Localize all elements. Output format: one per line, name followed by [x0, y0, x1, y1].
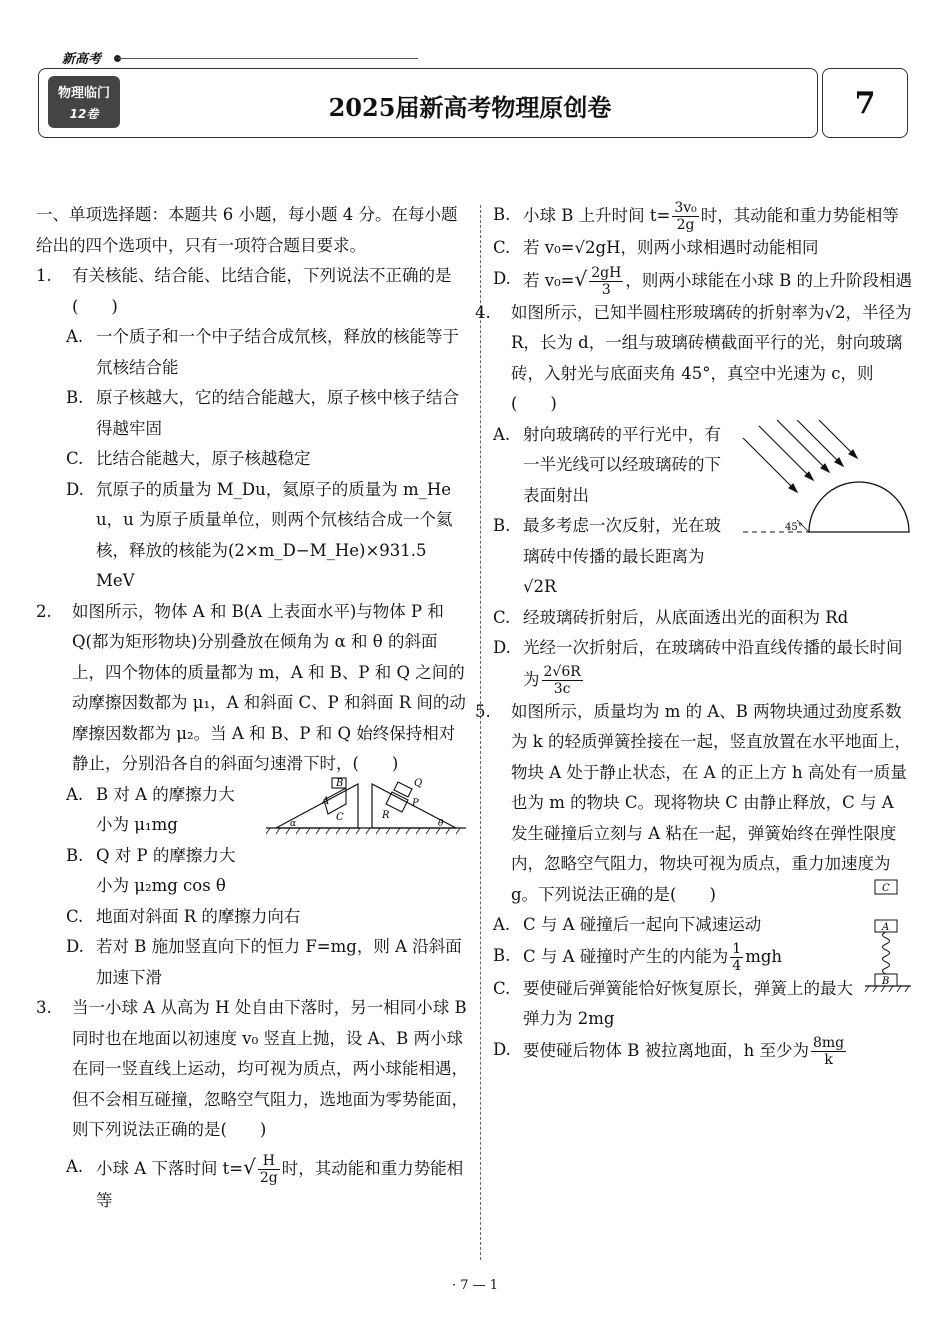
option-text: B 对 A 的摩擦力大小为 μ₁mg — [96, 784, 235, 834]
left-column — [36, 200, 468, 1216]
fig5-label-c: C — [882, 883, 890, 894]
option-label: B. — [493, 945, 511, 965]
fraction — [730, 941, 743, 974]
option-4d — [493, 633, 913, 697]
page-footer: · 7 — 1 — [451, 1278, 499, 1293]
option-1d — [66, 475, 468, 597]
fraction-numerator: 2√6R — [543, 663, 581, 680]
q4-options-block — [493, 420, 913, 603]
option-label: D. — [493, 1039, 511, 1059]
option-text: 若对 B 施加竖直向下的恒力 F=mg，则 A 沿斜面加速下滑 — [96, 937, 462, 987]
fraction-denominator: 3 — [601, 281, 611, 298]
option-text-post: ，则两小球能在小球 B 的上升阶段相遇 — [625, 270, 912, 290]
q2-options-block — [36, 777, 468, 902]
question-3 — [36, 993, 468, 1146]
option-text-post: mgh — [745, 946, 783, 966]
option-5b — [493, 941, 853, 974]
fraction-numerator: H — [258, 1153, 280, 1170]
fraction-denominator: 4 — [732, 957, 742, 974]
spring-blocks-figure — [863, 878, 913, 1006]
question-5 — [475, 697, 913, 911]
inclines-figure — [266, 770, 466, 840]
brand-line — [118, 58, 418, 59]
badge-line1: 物理临门 — [57, 86, 110, 101]
option-2c — [66, 902, 468, 933]
option-text: 经玻璃砖折射后，从底面透出光的面积为 Rd — [523, 607, 849, 627]
fig4-angle-label: 45° — [785, 521, 803, 533]
option-label: B. — [66, 388, 84, 407]
fig2-label-alpha: α — [290, 818, 297, 829]
question-4 — [475, 298, 913, 420]
question-number: 5. — [475, 701, 491, 721]
option-text-pre: 小球 B 上升时间 t= — [523, 206, 671, 225]
option-label: C. — [493, 607, 511, 627]
option-label: B. — [493, 516, 511, 535]
option-label: A. — [66, 1156, 84, 1176]
question-number: 3. — [36, 998, 52, 1017]
question-number: 1. — [36, 266, 52, 285]
option-label: D. — [66, 479, 84, 499]
option-3a: A. 小球 A 下落时间 t=√ $\frac{H}{2g}$ 时，其动能和重力势能相等 — [66, 1152, 464, 1210]
option-label: A. — [66, 784, 84, 804]
question-stem: 如图所示，质量均为 m 的 A、B 两物块通过劲度系数为 k 的轻质弹簧拴接在一起，竖直放置在水平地面上，物块 A 处于静止状态，在 A 的正上方 h 高处有一质量也为 m 的物块 C。现将物块 C 由静止释放，C 与 A 发生碰撞后立刻与 A 粘在一起，弹簧始终在弹性限度内，忽略空气阻力，物块可视为质点，重力加速度为 g。下列说法正确的是( ) — [511, 701, 911, 904]
fig2-label-b: B — [336, 777, 344, 789]
fraction — [811, 1035, 846, 1068]
series-badge — [48, 76, 120, 128]
fraction-numerator: 2gH — [591, 264, 622, 281]
question-stem: 如图所示，物体 A 和 B(A 上表面水平)与物体 P 和 Q(都为矩形物块)分别叠放在倾角为 α 和 θ 的斜面上，四个物体的质量都为 m，A 和 B、P 和 Q 之间的动摩擦因数都为 μ₁，A 和斜面 C、P 和斜面 R 间的动摩擦因数都为 μ₂。当 A 和 B、P 和 Q 始终保持相对静止，分别沿各自的斜面匀速滑下时，( ) — [72, 601, 466, 773]
option-4c — [493, 603, 913, 634]
option-5a — [493, 910, 853, 941]
option-1a — [66, 322, 468, 383]
option-text-pre: 小球 A 下落时间 t= — [96, 1158, 244, 1178]
page-title: 2025届新高考物理原创卷 — [328, 93, 612, 122]
option-label: C. — [66, 449, 84, 468]
option-label: A. — [493, 915, 511, 934]
option-text: C 与 A 碰撞后一起向下减速运动 — [523, 915, 762, 934]
option-text: 原子核越大，它的结合能越大，原子核中核子结合得越牢固 — [96, 388, 459, 438]
fraction — [589, 265, 623, 298]
question-stem: 如图所示，已知半圆柱形玻璃砖的折射率为√2，半径为 R，长为 d，一组与玻璃砖横截面平行的光，射向玻璃砖，入射光与底面夹角 45°，真空中光速为 c，则( ) — [511, 302, 912, 413]
option-3b — [493, 200, 913, 233]
option-4a — [493, 420, 733, 512]
option-label: B. — [493, 205, 511, 224]
option-label: D. — [493, 638, 511, 657]
fig2-label-a: A — [322, 795, 330, 807]
option-2a — [66, 780, 246, 841]
fraction — [672, 200, 698, 233]
option-2d — [66, 932, 468, 993]
option-text-pre: 光经一次折射后，在玻璃砖中沿直线传播的最长时间为 — [523, 638, 903, 689]
option-text: 比结合能越大，原子核越稳定 — [96, 449, 311, 468]
fraction — [542, 664, 583, 697]
fraction-denominator: k — [824, 1051, 833, 1068]
option-3c — [493, 233, 913, 264]
option-text-pre: 若 v₀= — [523, 270, 575, 290]
option-text: 若 v₀=√2gH，则两小球相遇时动能相同 — [523, 238, 819, 257]
option-label: A. — [66, 327, 84, 346]
paper-number: 7 — [822, 68, 908, 138]
option-text-pre: C 与 A 碰撞时产生的内能为 — [523, 946, 729, 966]
badge-line2: 12卷 — [69, 107, 99, 121]
question-2 — [36, 597, 468, 780]
fig2-label-p: P — [412, 797, 419, 809]
question-number: 4. — [475, 302, 491, 322]
option-label: B. — [66, 845, 84, 865]
fraction-numerator: 3v₀ — [674, 200, 697, 216]
brand-label: 新高考 — [62, 52, 102, 67]
fraction-denominator: 2g — [259, 1169, 278, 1186]
right-column — [475, 200, 913, 1068]
option-text-post: 时，其动能和重力势能相等 — [96, 1158, 464, 1210]
fig5-label-a: A — [882, 922, 890, 933]
option-label: C. — [493, 978, 511, 998]
option-text: 氘原子的质量为 M_Du，氦原子的质量为 m_He u，u 为原子质量单位，则两个氘核结合成一个氦核，释放的核能为(2×m_D−M_He)×931.5 MeV — [96, 479, 453, 590]
option-text: 地面对斜面 R 的摩擦力向右 — [96, 906, 301, 926]
option-4b — [493, 511, 733, 603]
fig2-label-q: Q — [414, 777, 423, 789]
option-label: C. — [66, 906, 84, 926]
option-label: D. — [493, 268, 511, 288]
option-label: C. — [493, 238, 511, 257]
option-label: A. — [493, 424, 511, 444]
option-3d: D. 若 v₀=√ $\frac{2gH}{3}$ ，则两小球能在小球 B 的上升阶段相遇 — [493, 264, 912, 298]
fraction-numerator: 1 — [732, 940, 742, 957]
option-text-post: 时，其动能和重力势能相等 — [700, 206, 899, 225]
option-label: D. — [66, 937, 84, 956]
question-stem: 有关核能、结合能、比结合能，下列说法不正确的是( ) — [72, 266, 452, 316]
fraction-numerator: 8mg — [813, 1034, 845, 1051]
section-heading: 一、单项选择题：本题共 6 小题，每小题 4 分。在每小题给出的四个选项中，只有一项符合题目要求。 — [36, 205, 458, 255]
option-text-pre: 要使碰后物体 B 被拉离地面，h 至少为 — [523, 1040, 809, 1060]
fig2-label-r: R — [382, 809, 390, 821]
fraction-denominator: 3c — [553, 680, 571, 697]
option-text: 最多考虑一次反射，光在玻璃砖中传播的最长距离为√2R — [523, 516, 721, 596]
fig2-label-c: C — [336, 811, 344, 823]
fig2-label-theta: θ — [438, 818, 444, 829]
option-5d — [493, 1035, 913, 1068]
option-2b — [66, 841, 246, 902]
option-text: Q 对 P 的摩擦力大小为 μ₂mg cos θ — [96, 845, 236, 895]
question-stem: 当一小球 A 从高为 H 处自由下落时，另一相同小球 B 同时也在地面以初速度 v₀ 竖直上抛，设 A、B 两小球在同一竖直线上运动，均可视为质点，两小球能相遇，但不会相互碰撞，忽略空气阻力，选地面为零势能面，则下列说法正确的是( ) — [72, 998, 468, 1139]
fig5-label-b: B — [882, 976, 890, 987]
fraction-denominator: 2g — [676, 217, 695, 233]
semicylinder-figure — [739, 420, 911, 540]
option-text: 一个质子和一个中子结合成氘核，释放的核能等于氘核结合能 — [96, 327, 459, 377]
option-1c — [66, 444, 468, 475]
fraction — [258, 1153, 280, 1186]
option-1b — [66, 383, 468, 444]
question-number: 2. — [36, 601, 52, 621]
question-1 — [36, 261, 468, 322]
q5-options-block — [493, 883, 913, 1035]
option-text: 要使碰后弹簧能恰好恢复原长，弹簧上的最大弹力为 2mg — [523, 978, 853, 1028]
option-5c — [493, 974, 853, 1035]
option-text: 射向玻璃砖的平行光中，有一半光线可以经玻璃砖的下表面射出 — [523, 424, 721, 505]
